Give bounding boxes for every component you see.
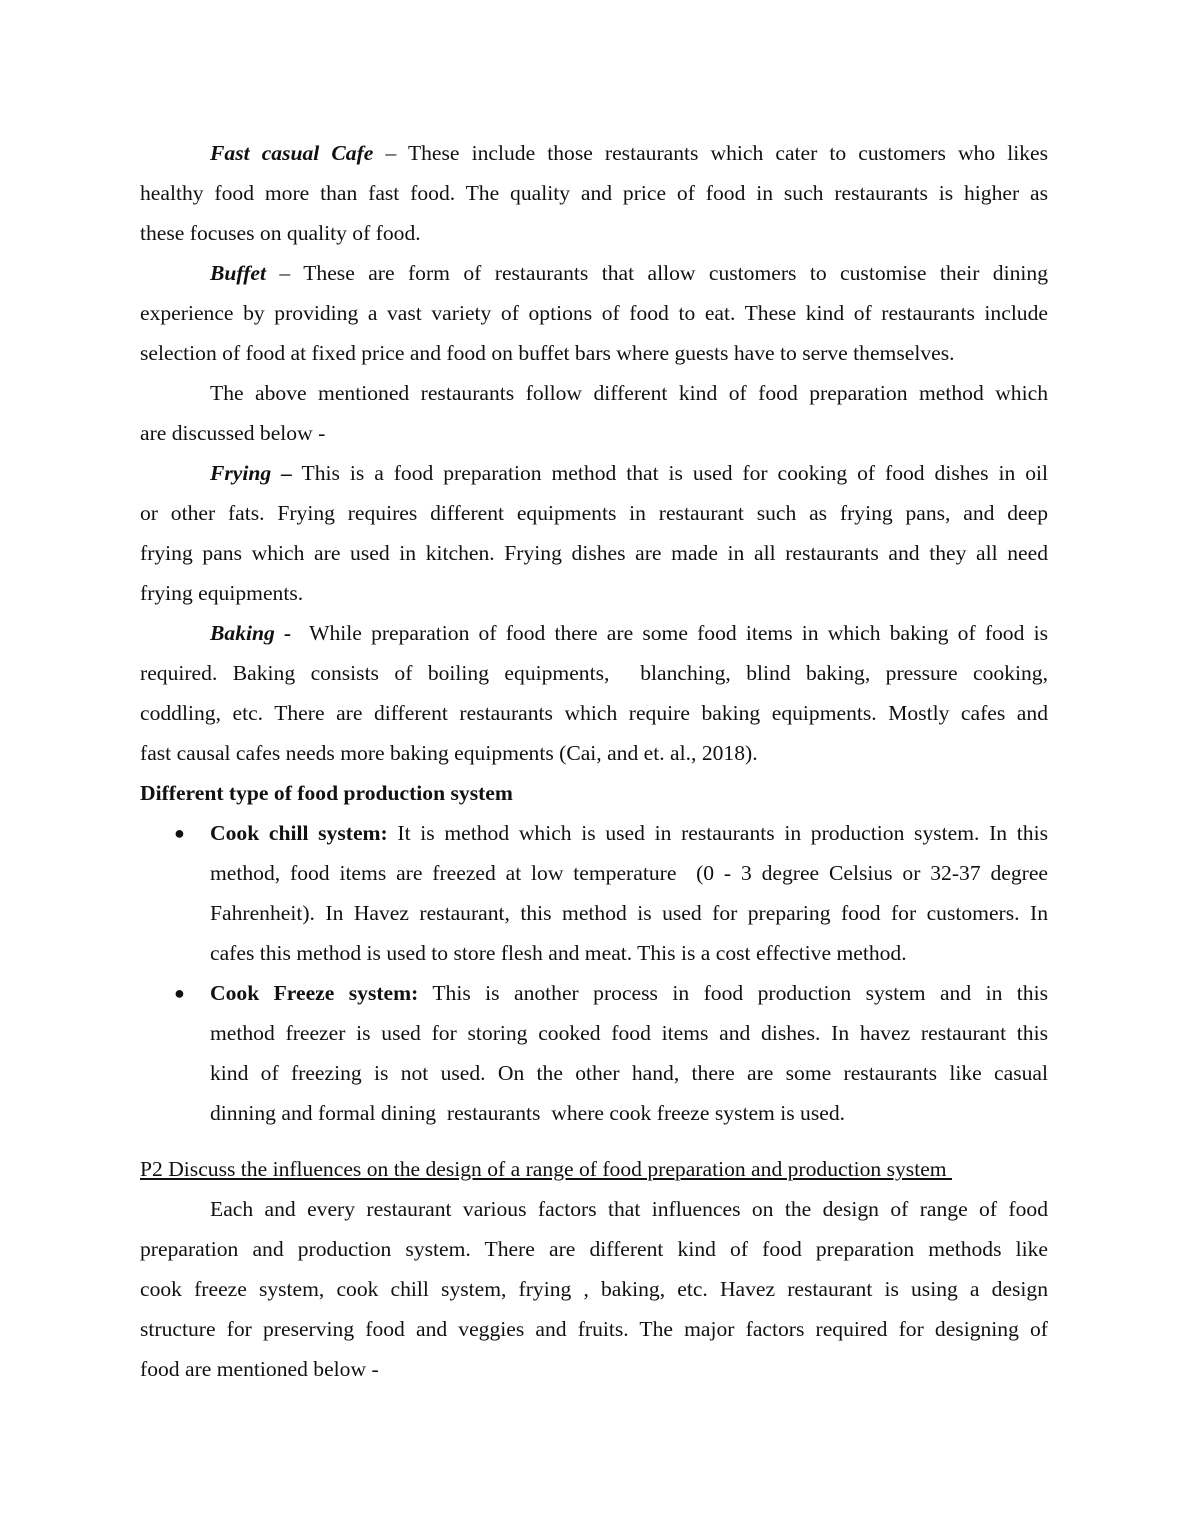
body-text: method, food items are freezed at low temperature (0 - 3 degree Celsius or 32-37 degree [210, 861, 1048, 885]
text-line [140, 333, 1048, 373]
emphasis-text: Frying – [210, 461, 292, 485]
text-line [140, 413, 1048, 453]
body-text: structure for preserving food and veggies and fruits. The major factors required for designing of [140, 1317, 1048, 1341]
text-line [140, 373, 1048, 413]
emphasis-text: Cook Freeze system: [210, 981, 419, 1005]
text-line [140, 653, 1048, 693]
frying-paragraph [140, 453, 1048, 613]
fast-casual-cafe-paragraph [140, 133, 1048, 253]
text-line [140, 1093, 1048, 1133]
body-text: dinning and formal dining restaurants where cook freeze system is used. [210, 1101, 846, 1125]
bullet-icon: ● [174, 823, 185, 843]
text-line [140, 533, 1048, 573]
body-text: It is method which is used in restaurants in production system. In this [387, 821, 1048, 845]
body-text: healthy food more than fast food. The quality and price of food in such restaurants is higher as [140, 181, 1048, 205]
emphasis-text: Different type of food production system [140, 781, 513, 805]
body-text: frying pans which are used in kitchen. Frying dishes are made in all restaurants and they all need [140, 541, 1048, 565]
text-line [140, 1269, 1048, 1309]
p2-intro-paragraph [140, 1189, 1048, 1389]
text-line [140, 1189, 1048, 1229]
text-line [140, 573, 1048, 613]
text-line [140, 893, 1048, 933]
text-line [140, 973, 1048, 1013]
emphasis-text: Baking - [210, 621, 292, 645]
spacer [140, 1133, 1048, 1149]
body-text: Fahrenheit). In Havez restaurant, this method is used for preparing food for customers. In [210, 901, 1048, 925]
body-text: While preparation of food there are some food items in which baking of food is [291, 621, 1048, 645]
text-line [140, 453, 1048, 493]
production-system-heading [140, 773, 1048, 813]
body-text: experience by providing a vast variety of options of food to eat. These kind of restaurants include [140, 301, 1048, 325]
body-text: preparation and production system. There are different kind of food preparation methods like [140, 1237, 1048, 1261]
body-text: food are mentioned below - [140, 1357, 379, 1381]
text-line [140, 253, 1048, 293]
emphasis-text: Buffet [210, 261, 266, 285]
emphasis-text: P2 Discuss the influences on the design of a range of food preparation and production system [140, 1157, 952, 1181]
emphasis-text: Cook chill system: [210, 821, 388, 845]
p2-heading [140, 1149, 1048, 1189]
text-line [140, 1229, 1048, 1269]
text-line [140, 133, 1048, 173]
body-text: This is a food preparation method that is used for cooking of food dishes in oil [291, 461, 1048, 485]
text-line [140, 213, 1048, 253]
cook-chill-bullet [140, 813, 1048, 973]
text-line [140, 773, 1048, 813]
text-line [140, 1349, 1048, 1389]
body-text: Each and every restaurant various factors that influences on the design of range of food [210, 1197, 1048, 1221]
text-line [140, 733, 1048, 773]
text-line [140, 173, 1048, 213]
preparation-methods-intro [140, 373, 1048, 453]
text-line [140, 1149, 1048, 1189]
body-text: cafes this method is used to store flesh and meat. This is a cost effective method. [210, 941, 907, 965]
body-text: or other fats. Frying requires different equipments in restaurant such as frying pans, and deep [140, 501, 1048, 525]
body-text: coddling, etc. There are different restaurants which require baking equipments. Mostly cafes and [140, 701, 1048, 725]
baking-paragraph [140, 613, 1048, 773]
text-line [140, 293, 1048, 333]
body-text: This is another process in food production system and in this [418, 981, 1048, 1005]
bullet-icon: ● [174, 983, 185, 1003]
body-text: kind of freezing is not used. On the other hand, there are some restaurants like casual [210, 1061, 1048, 1085]
body-text: selection of food at fixed price and food on buffet bars where guests have to serve themselves. [140, 341, 955, 365]
text-line [140, 1013, 1048, 1053]
cook-freeze-bullet [140, 973, 1048, 1133]
text-line [140, 933, 1048, 973]
body-text: – These include those restaurants which cater to customers who likes [373, 141, 1049, 165]
document-page [140, 133, 1048, 1389]
text-line [140, 1309, 1048, 1349]
body-text: these focuses on quality of food. [140, 221, 421, 245]
body-text: required. Baking consists of boiling equipments, blanching, blind baking, pressure cooking, [140, 661, 1048, 685]
text-line [140, 1053, 1048, 1093]
text-line [140, 853, 1048, 893]
emphasis-text: Fast casual Cafe [210, 141, 374, 165]
buffet-paragraph [140, 253, 1048, 373]
text-line [140, 813, 1048, 853]
body-text: frying equipments. [140, 581, 304, 605]
text-line [140, 693, 1048, 733]
body-text: – These are form of restaurants that allow customers to customise their dining [266, 261, 1048, 285]
body-text: fast causal cafes needs more baking equipments (Cai, and et. al., 2018). [140, 741, 758, 765]
body-text: cook freeze system, cook chill system, frying , baking, etc. Havez restaurant is using a design [140, 1277, 1048, 1301]
body-text: The above mentioned restaurants follow different kind of food preparation method which [210, 381, 1048, 405]
body-text: method freezer is used for storing cooked food items and dishes. In havez restaurant this [210, 1021, 1048, 1045]
text-line [140, 493, 1048, 533]
body-text: are discussed below - [140, 421, 326, 445]
text-line [140, 613, 1048, 653]
